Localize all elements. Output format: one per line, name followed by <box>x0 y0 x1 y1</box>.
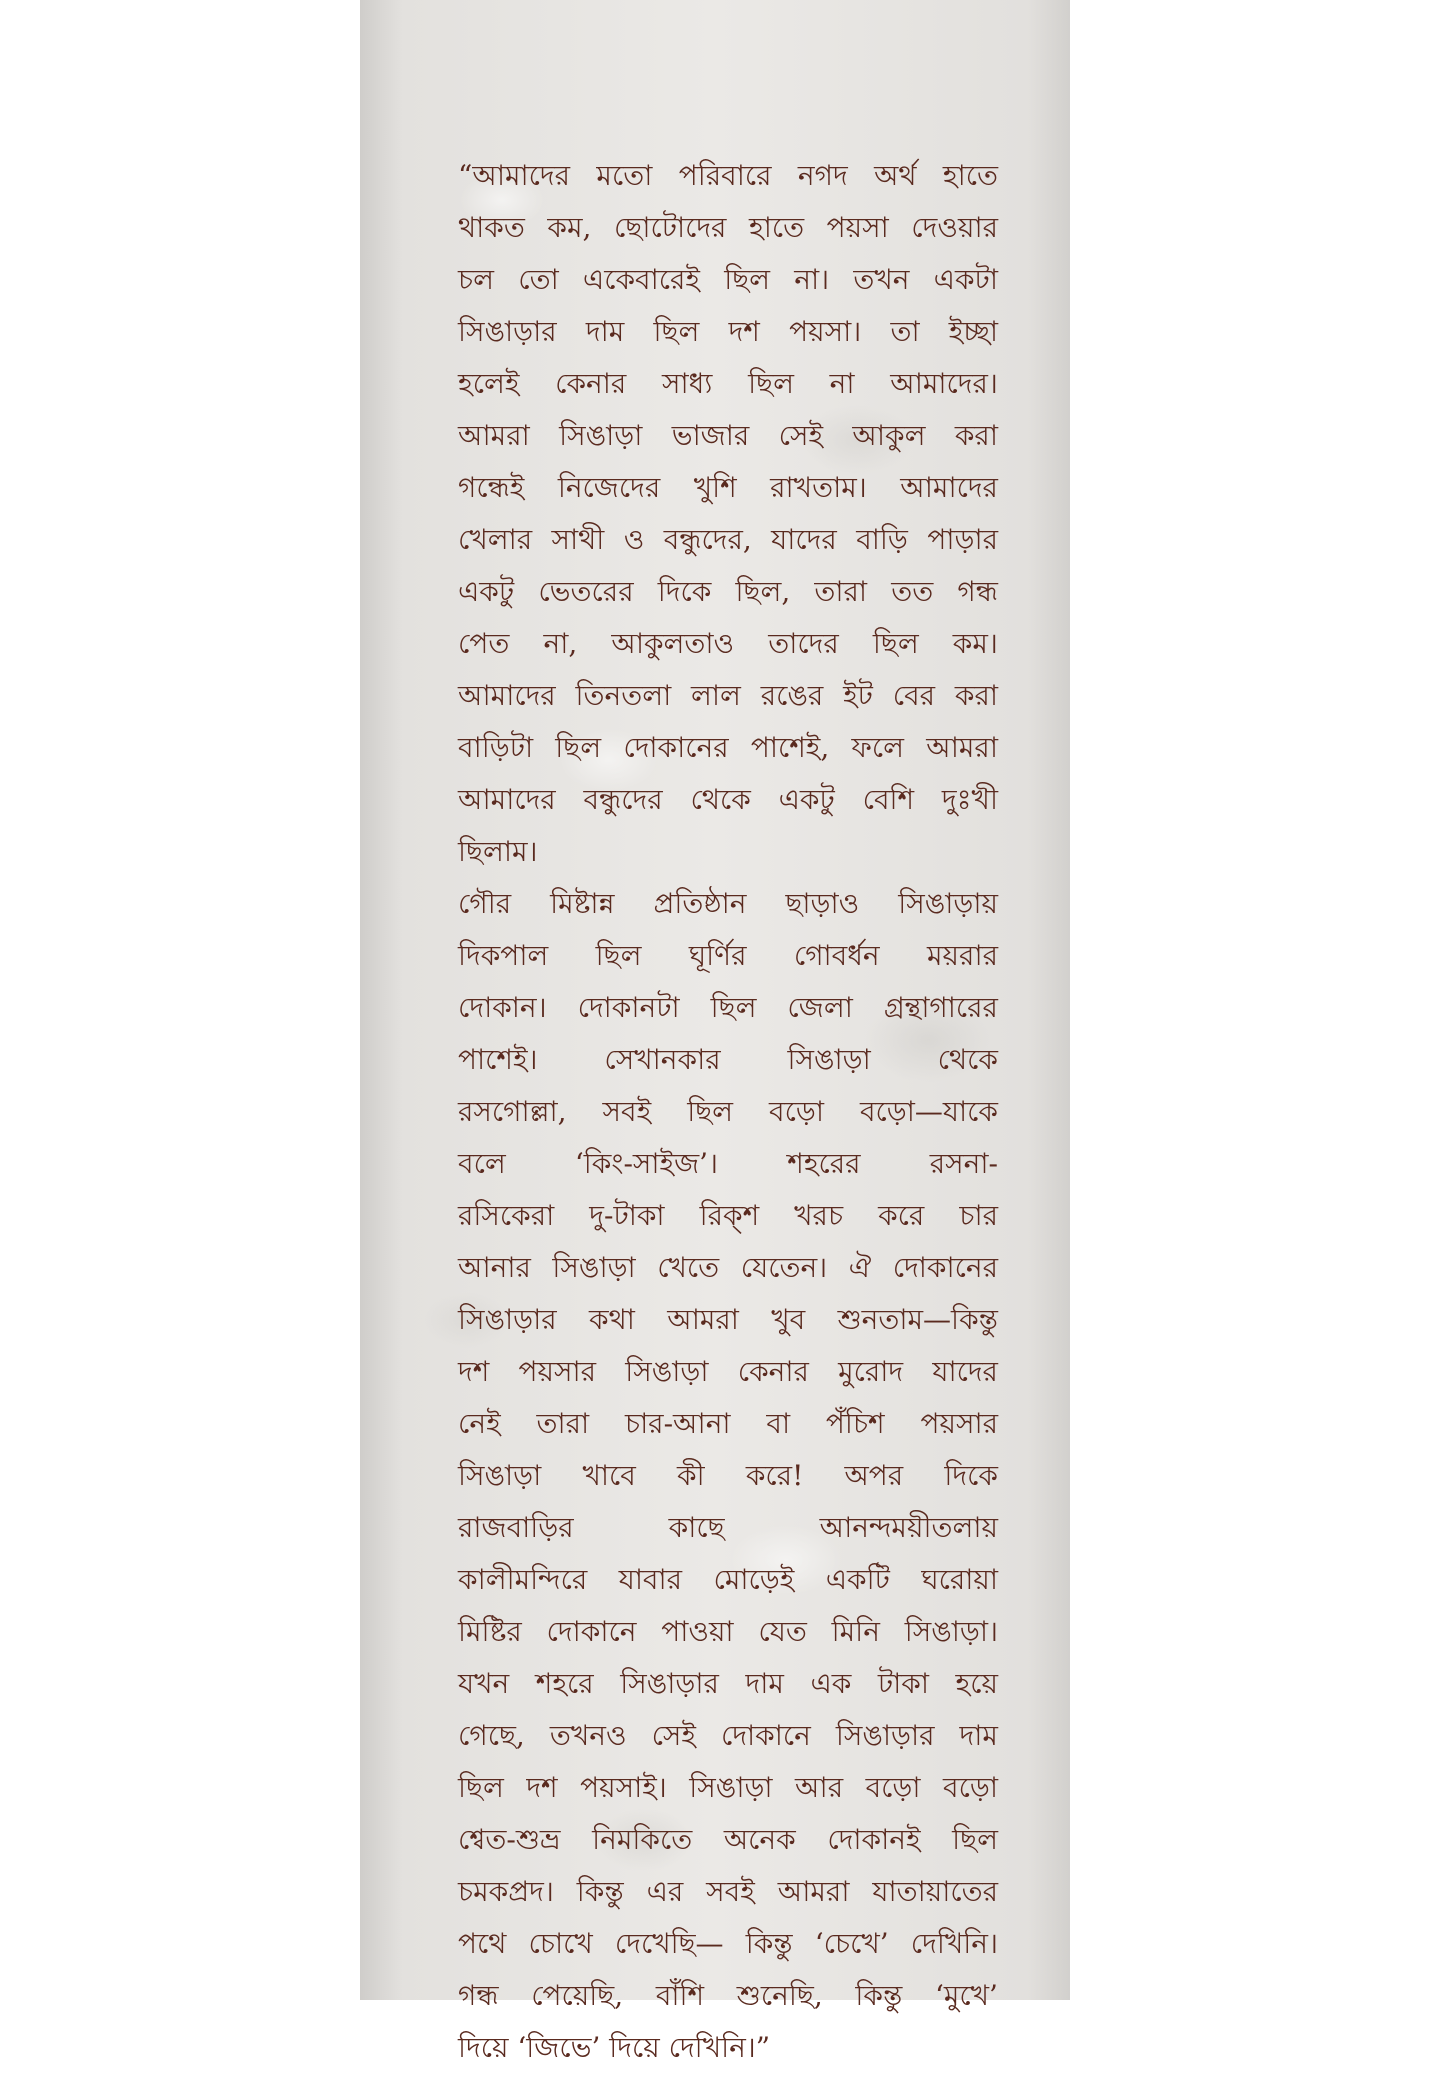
text-line: বাড়িটা ছিল দোকানের পাশেই, ফলে আমরা <box>458 731 998 764</box>
text-line: কালীমন্দিরে যাবার মোড়েই একটি ঘরোয়া <box>458 1563 998 1596</box>
text-line: পেত না, আকুলতাও তাদের ছিল কম। <box>458 627 998 660</box>
text-line: গৌর মিষ্টান্ন প্রতিষ্ঠান ছাড়াও সিঙাড়ায় <box>458 887 998 920</box>
text-line: একটু ভেতরের দিকে ছিল, তারা তত গন্ধ <box>458 575 998 608</box>
text-line: ছিল দশ পয়সাই। সিঙাড়া আর বড়ো বড়ো <box>458 1771 998 1804</box>
text-line: রসগোল্লা, সবই ছিল বড়ো বড়ো—যাকে <box>458 1095 998 1128</box>
text-line: দিয়ে ‘জিভে’ দিয়ে দেখিনি।” <box>458 2031 771 2064</box>
text-line: গন্ধ পেয়েছি, বাঁশি শুনেছি, কিন্তু ‘মুখে’ <box>458 1979 998 2012</box>
text-line: শ্বেত-শুভ্র নিমকিতে অনেক দোকানই ছিল <box>458 1823 998 1856</box>
body-text <box>458 150 998 2074</box>
text-line: আমাদের তিনতলা লাল রঙের ইট বের করা <box>458 679 998 712</box>
text-line: রসিকেরা দু-টাকা রিক্‌শ খরচ করে চার <box>458 1199 998 1232</box>
text-line: সিঙাড়ার দাম ছিল দশ পয়সা। তা ইচ্ছা <box>458 315 998 348</box>
text-line: গেছে, তখনও সেই দোকানে সিঙাড়ার দাম <box>458 1719 998 1752</box>
text-line: চমকপ্রদ। কিন্তু এর সবই আমরা যাতায়াতের <box>458 1875 998 1908</box>
text-line: বলে ‘কিং-সাইজ’। শহরের রসনা- <box>458 1147 998 1180</box>
text-line: পাশেই। সেখানকার সিঙাড়া থেকে <box>458 1043 998 1076</box>
text-line: ছিলাম। <box>458 835 538 868</box>
text-line: থাকত কম, ছোটোদের হাতে পয়সা দেওয়ার <box>458 211 998 244</box>
text-line: দশ পয়সার সিঙাড়া কেনার মুরোদ যাদের <box>458 1355 998 1388</box>
paper-page <box>360 0 1070 2064</box>
text-line: আমাদের বন্ধুদের থেকে একটু বেশি দুঃখী <box>458 783 998 816</box>
text-line: “আমাদের মতো পরিবারে নগদ অর্থ হাতে <box>458 159 998 192</box>
text-line: চল তো একেবারেই ছিল না। তখন একটা <box>458 263 998 296</box>
text-line: গন্ধেই নিজেদের খুশি রাখতাম। আমাদের <box>458 471 998 504</box>
text-line: নেই তারা চার-আনা বা পঁচিশ পয়সার <box>458 1407 998 1440</box>
text-line: দোকান। দোকানটা ছিল জেলা গ্রন্থাগারের <box>458 991 998 1024</box>
text-line: মিষ্টির দোকানে পাওয়া যেত মিনি সিঙাড়া। <box>458 1615 998 1648</box>
text-line: খেলার সাথী ও বন্ধুদের, যাদের বাড়ি পাড়ার <box>458 523 998 556</box>
text-line: পথে চোখে দেখেছি— কিন্তু ‘চেখে’ দেখিনি। <box>458 1927 998 1960</box>
text-line: দিকপাল ছিল ঘূর্ণির গোবর্ধন ময়রার <box>458 939 998 972</box>
text-line: আমরা সিঙাড়া ভাজার সেই আকুল করা <box>458 419 998 452</box>
text-line: আনার সিঙাড়া খেতে যেতেন। ঐ দোকানের <box>458 1251 998 1284</box>
text-line: হলেই কেনার সাধ্য ছিল না আমাদের। <box>458 367 998 400</box>
text-line: সিঙাড়া খাবে কী করে! অপর দিকে <box>458 1459 998 1492</box>
text-line: সিঙাড়ার কথা আমরা খুব শুনতাম—কিন্তু <box>458 1303 998 1336</box>
text-line: রাজবাড়ির কাছে আনন্দময়ীতলায় <box>458 1511 998 1544</box>
text-line: যখন শহরে সিঙাড়ার দাম এক টাকা হয়ে <box>458 1667 998 1700</box>
